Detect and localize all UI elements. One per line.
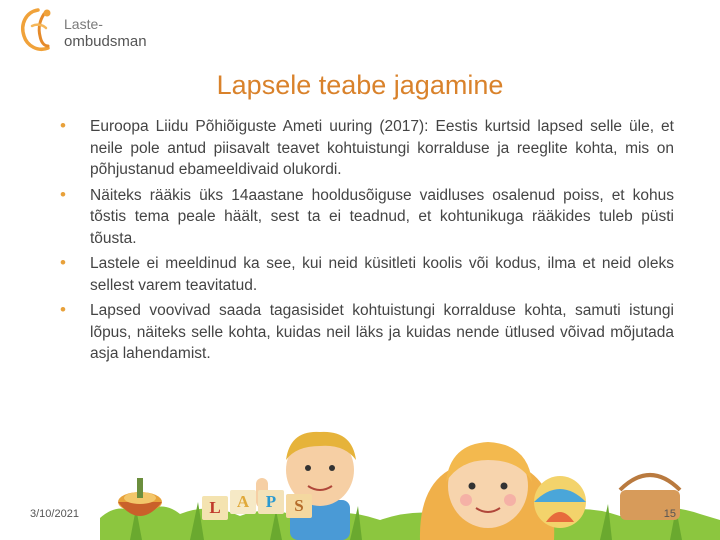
- page-number: 15: [663, 508, 676, 520]
- letter-block: S: [286, 494, 312, 518]
- girl-figure-icon: [420, 442, 554, 540]
- bullet-item: [56, 253, 674, 296]
- logo-text: [64, 16, 147, 50]
- bullet-text: Näiteks rääkis üks 14aastane hooldusõiguse vaidluses osalenud poiss, et kohus tõstis tema peale häält, sest ta ei teadnud, et kohtunikuga rääkides tuleb püsti tõusta.: [90, 186, 674, 247]
- logo-line1: Laste-: [64, 16, 103, 32]
- bullet-text: Euroopa Liidu Põhiõiguste Ameti uuring (2017): Eestis kurtsid lapsed selle üle, et neile pole antud piisavalt teavet kohtuistungi korralduse ja reeglite kohta, mis on põhjustanud ebameeldivaid olukordi.: [90, 118, 674, 178]
- bullet-text: Lastele ei meeldinud ka see, kui neid küsitleti koolis või kodus, ilma et neid oleks sellest varem teavitatud.: [90, 255, 674, 294]
- bullet-dot-icon: •: [60, 116, 66, 135]
- logo-mark-icon: [14, 6, 60, 56]
- bullet-dot-icon: •: [60, 184, 66, 204]
- bullet-dot-icon: •: [60, 300, 66, 319]
- beach-ball-icon: [534, 476, 586, 528]
- logo-line2: ombudsman: [64, 33, 147, 50]
- bullet-text: Lapsed voovivad saada tagasisidet kohtuistungi korralduse kohta, samuti istungi lõpus, näiteks selle kohta, kuidas neil läks ja kuidas nende ütlused võivad mõjutada asja lahendamist.: [90, 302, 674, 362]
- children-illustration: [100, 390, 720, 540]
- bullet-list: [56, 116, 674, 369]
- footer-date: 3/10/2021: [30, 508, 79, 520]
- bullet-item: [56, 185, 674, 250]
- slide-title: Lapsele teabe jagamine: [216, 70, 504, 100]
- bullet-item: [56, 116, 674, 181]
- logo: [14, 6, 184, 56]
- bullet-dot-icon: •: [60, 253, 66, 272]
- bullet-item: [56, 300, 674, 365]
- illustration-art: [100, 390, 720, 540]
- letter-block: A: [230, 490, 256, 514]
- letter-block: L: [202, 496, 228, 520]
- letter-block: P: [258, 490, 284, 514]
